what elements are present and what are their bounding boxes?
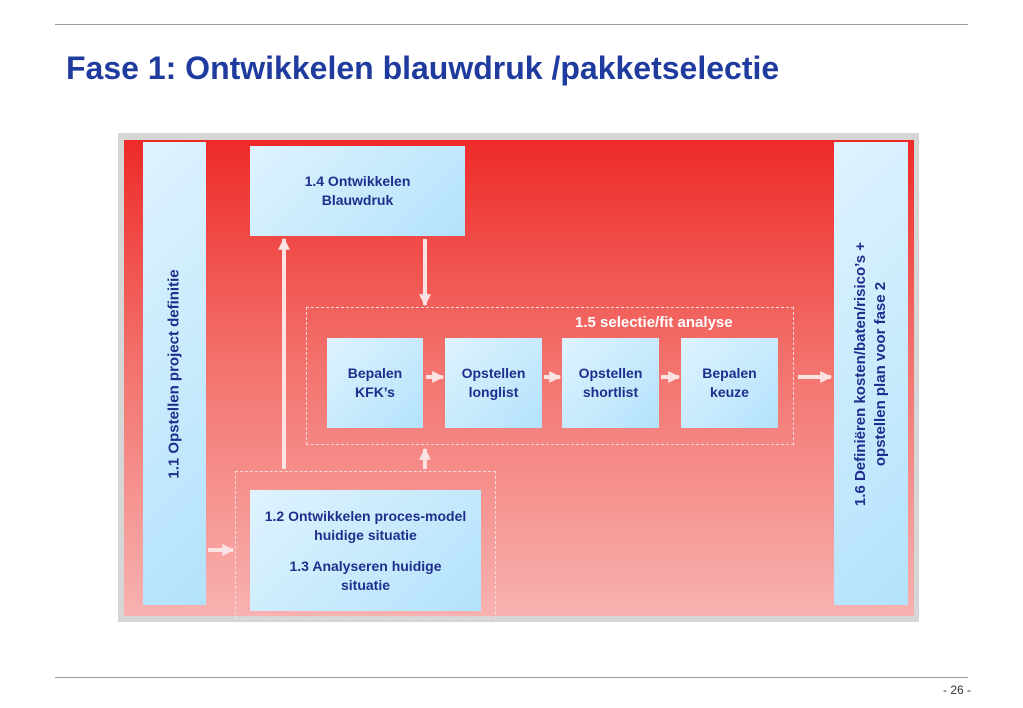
substep-label: Bepalen KFK’s xyxy=(347,365,403,400)
slide-title: Fase 1: Ontwikkelen blauwdruk /pakketselectie xyxy=(66,50,780,86)
bottom-rule xyxy=(55,677,968,678)
step-1-3-label: 1.3 Analyseren huidige situatie xyxy=(289,557,442,593)
step-1-2-label: 1.2 Ontwikkelen proces-model huidige situatie xyxy=(264,507,467,543)
top-rule xyxy=(55,24,968,25)
arrows-layer xyxy=(118,133,919,622)
step-1-6-line-2: opstellen plan voor fase 2 xyxy=(872,281,890,466)
substep-label: Opstellen shortlist xyxy=(578,365,643,400)
substep-label: Opstellen longlist xyxy=(461,365,526,400)
substep-label: Bepalen keuze xyxy=(702,365,757,400)
step-1-1-label: 1.1 Opstellen project definitie xyxy=(165,268,183,479)
step-1-4-label: 1.4 Ontwikkelen Blauwdruk xyxy=(304,173,411,208)
step-1-6-line-1: 1.6 Definiëren kosten/baten/risico’s + xyxy=(852,241,870,506)
process-diagram xyxy=(118,133,919,622)
step-1-5-title: 1.5 selectie/fit analyse xyxy=(575,314,733,331)
page-number: - 26 - xyxy=(942,683,971,697)
